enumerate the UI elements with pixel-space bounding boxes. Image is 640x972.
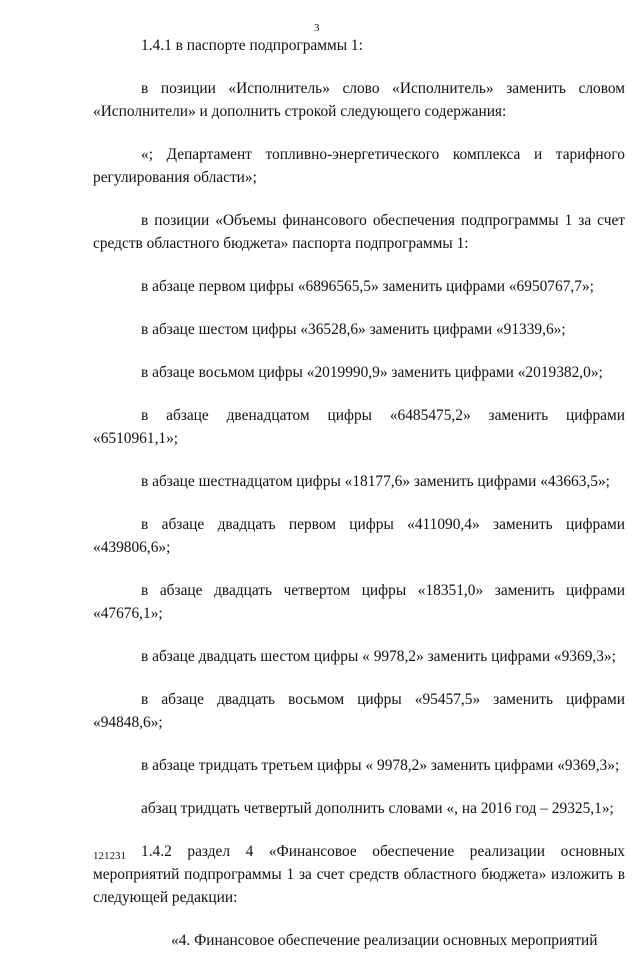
document-body [93,34,625,972]
paragraph-item: в абзаце двадцать первом цифры «411090,4» заменить цифрами «439806,6»; [93,516,625,556]
paragraph-item: в абзаце восьмом цифры «2019990,9» заменить цифрами «2019382,0»; [141,364,603,381]
paragraph-item: абзац тридцать четвертый дополнить словами «, на 2016 год – 29325,1»; [141,800,614,817]
section-4-heading-quote: «4. Финансовое обеспечение реализации основных мероприятий [171,932,598,949]
document-footer-code: 121231 [93,850,126,862]
paragraph-item: в абзаце двадцать восьмом цифры «95457,5» заменить цифрами «94848,6»; [93,691,625,731]
paragraph-department: «; Департамент топливно-энергетического комплекса и тарифного регулирования области»; [93,146,625,186]
paragraph-item: в абзаце двенадцатом цифры «6485475,2» заменить цифрами «6510961,1»; [93,407,625,447]
paragraph-item: в абзаце шестом цифры «36528,6» заменить цифрами «91339,6»; [141,321,566,338]
paragraph-1-4-2: 1.4.2 раздел 4 «Финансовое обеспечение реализации основных мероприятий подпрограммы 1 за счет средств областного бюджета» изложить в следующей редакции: [93,843,625,906]
paragraph-item: в абзаце двадцать шестом цифры « 9978,2» заменить цифрами «9369,3»; [141,648,616,665]
page-number: 3 [314,22,320,34]
paragraph-item: в абзаце шестнадцатом цифры «18177,6» заменить цифрами «43663,5»; [141,473,610,490]
paragraph-item: в абзаце первом цифры «6896565,5» заменить цифрами «6950767,7»; [141,278,594,295]
paragraph-financing-volumes: в позиции «Объемы финансового обеспечения подпрограммы 1 за счет средств областного бюджета» паспорта подпрограммы 1: [93,212,625,252]
paragraph-executor: в позиции «Исполнитель» слово «Исполнитель» заменить словом «Исполнители» и дополнить строкой следующего содержания: [93,80,625,120]
paragraph-item: в абзаце тридцать третьем цифры « 9978,2» заменить цифрами «9369,3»; [141,757,620,774]
paragraph-1-4-1: 1.4.1 в паспорте подпрограммы 1: [141,37,363,54]
paragraph-item: в абзаце двадцать четвертом цифры «18351,0» заменить цифрами «47676,1»; [93,582,625,622]
